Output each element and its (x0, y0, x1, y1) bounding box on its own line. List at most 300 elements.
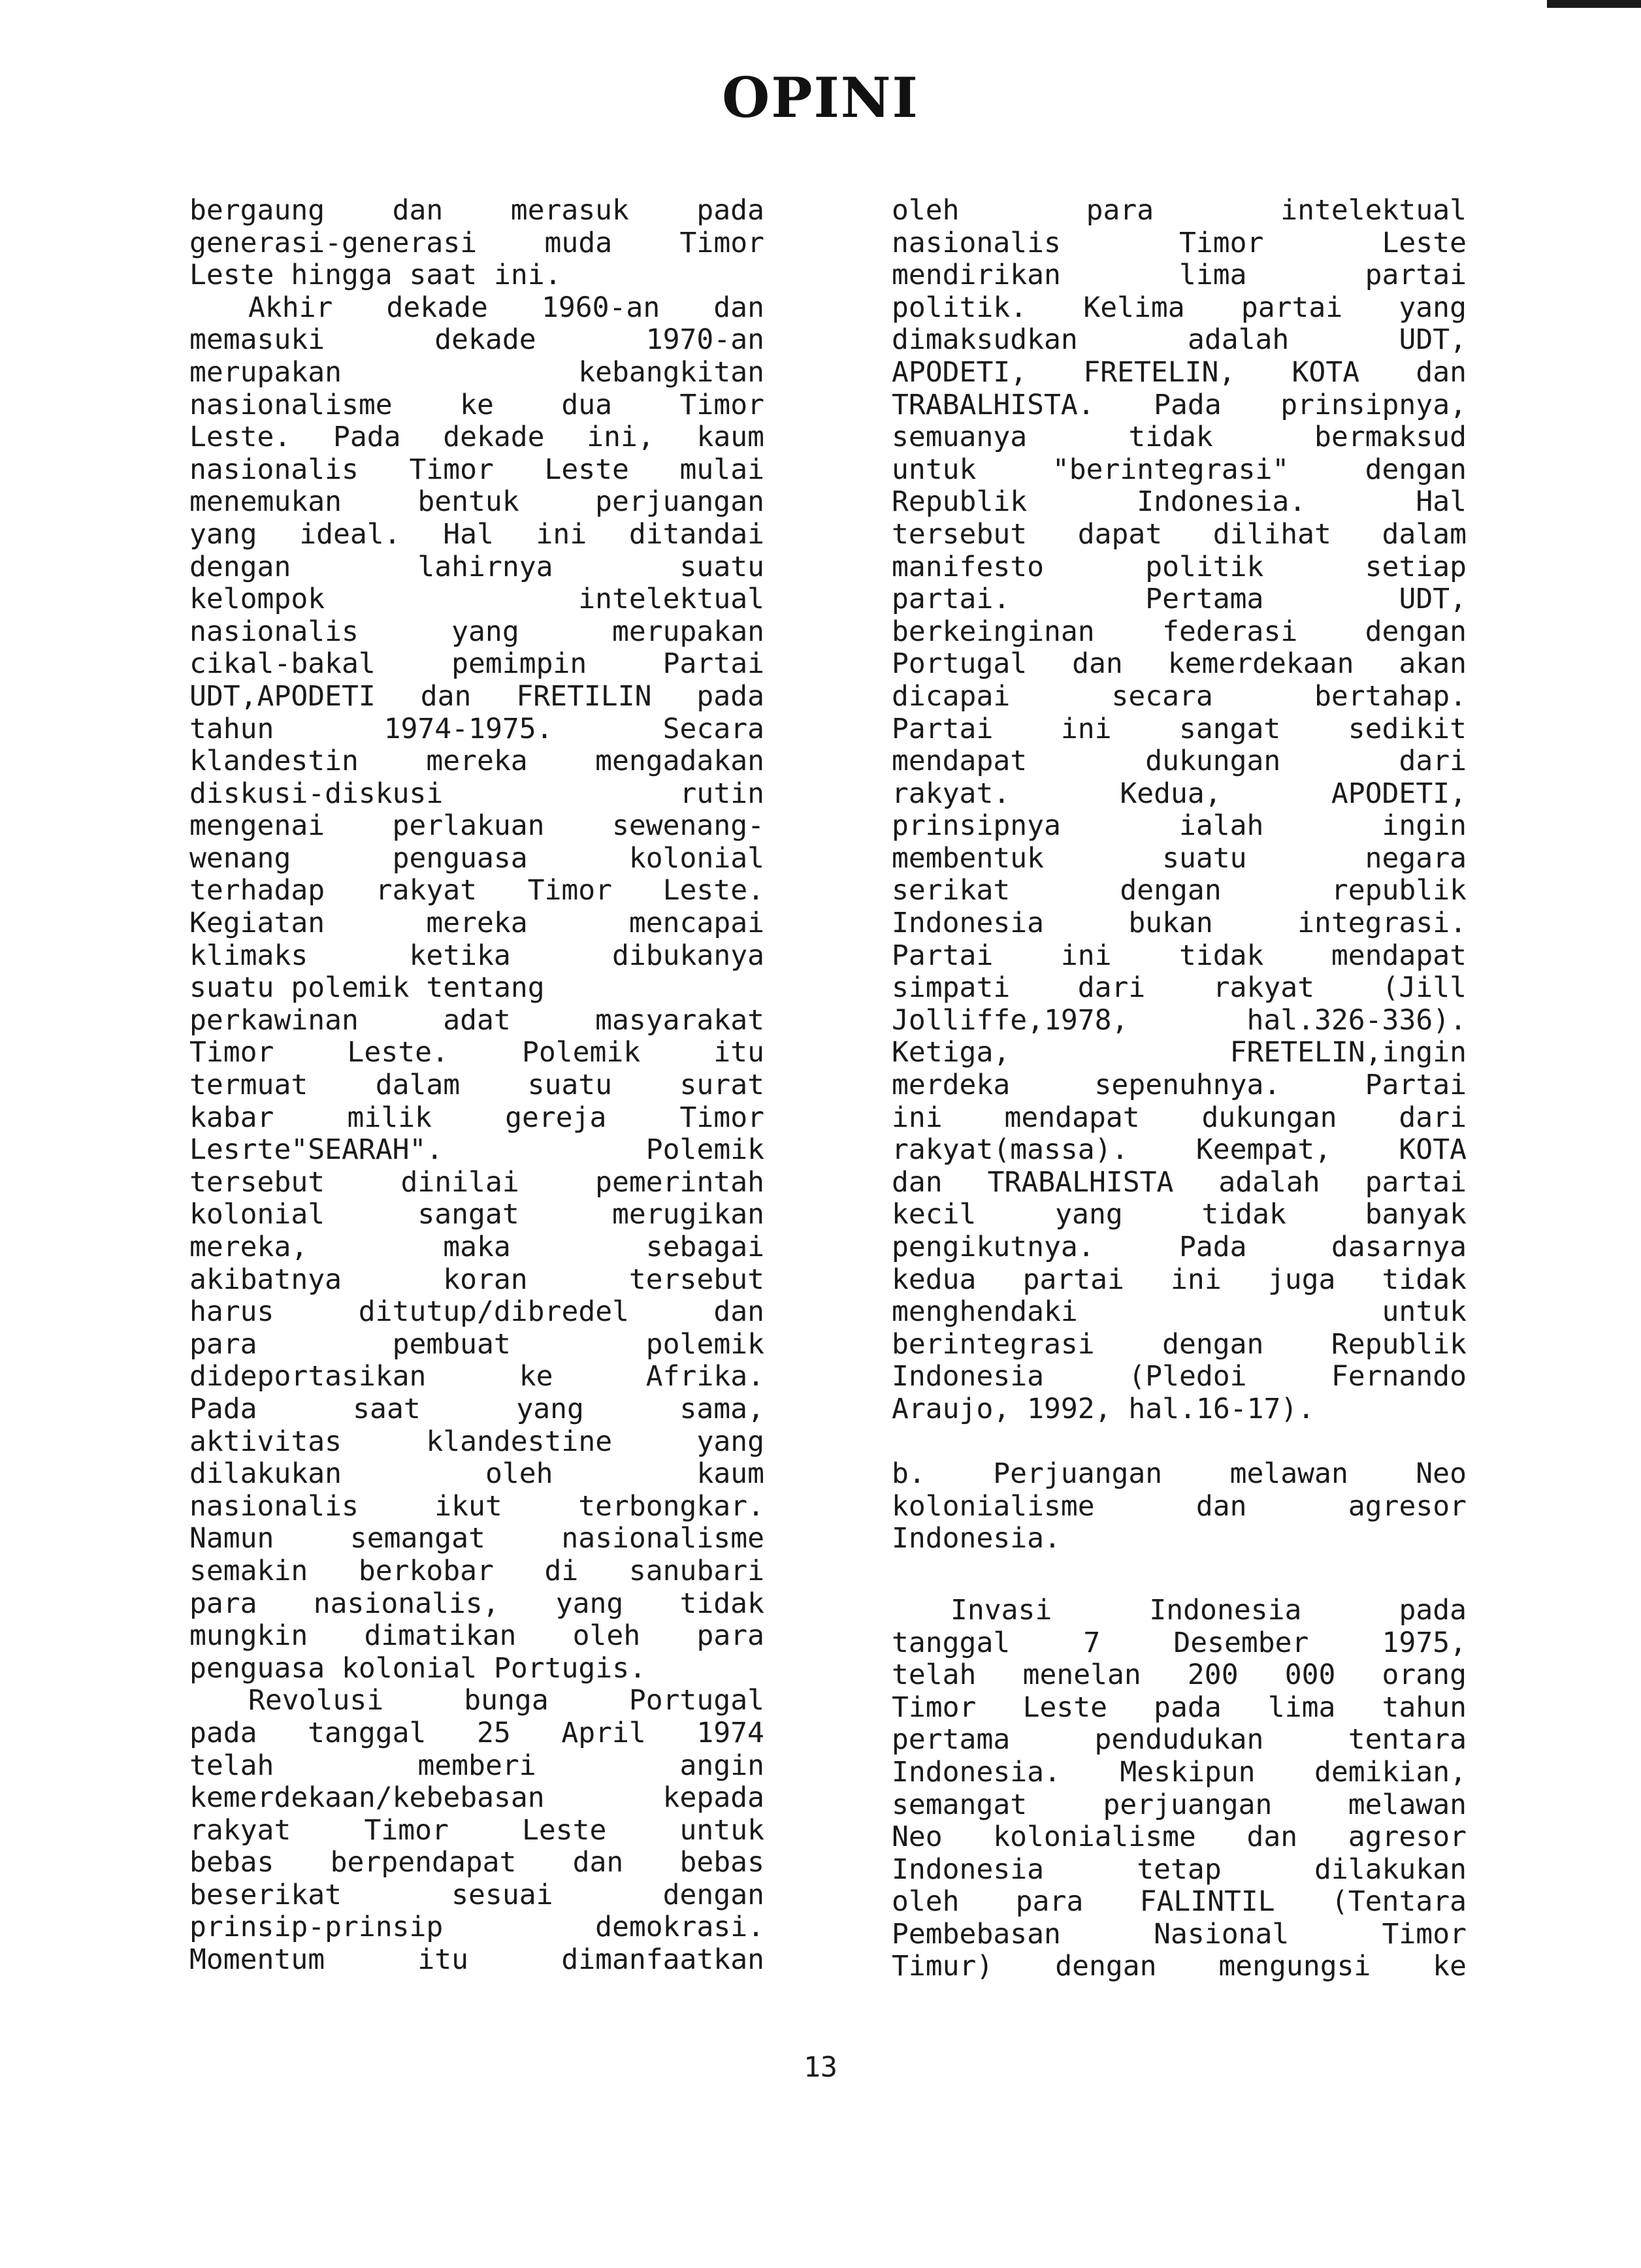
word: demokrasi. (595, 1911, 764, 1944)
word: Indonesia. (1137, 485, 1307, 519)
word: muda (544, 226, 613, 259)
word: 1960-an (541, 291, 660, 324)
word: sama, (679, 1392, 764, 1425)
text-line (892, 259, 1467, 292)
word: KOTA (1292, 355, 1360, 389)
word: 25 (476, 1716, 511, 1749)
text-line (189, 1555, 764, 1588)
word: menelan (1022, 1659, 1141, 1692)
text-line (892, 1296, 1467, 1329)
word: semuanya (892, 421, 1028, 454)
word: mereka (426, 745, 528, 778)
word: tidak (1382, 1263, 1467, 1296)
word: melawan (1348, 1788, 1467, 1821)
word: tidak (1201, 1198, 1286, 1231)
word: klandestin (189, 745, 359, 778)
word: Leste. (662, 874, 764, 907)
word: "berintegrasi" (1052, 453, 1290, 486)
word: Partai (892, 712, 994, 745)
word: semangat (349, 1522, 485, 1555)
word: Leste. (189, 421, 291, 454)
word: dilakukan (1314, 1853, 1467, 1886)
text-line (189, 1944, 764, 1977)
text-line (892, 1329, 1467, 1361)
word: ketika (409, 939, 511, 972)
word: pertama (892, 1723, 1011, 1757)
word: tidak (1178, 939, 1264, 972)
word: Kelima (1083, 291, 1185, 324)
text-line (189, 907, 764, 940)
word: cikal-bakal (189, 647, 376, 681)
word: dengan (662, 1878, 764, 1911)
text-line (189, 713, 764, 746)
word: koran (443, 1263, 528, 1296)
word: sesuai (451, 1878, 553, 1911)
text-line (189, 324, 764, 357)
word: tidak (1128, 421, 1213, 454)
word: nasionalis (189, 453, 359, 486)
word: angin (679, 1749, 764, 1782)
word: sangat (1178, 712, 1281, 745)
word: simpati (892, 971, 1011, 1005)
word: setiap (1365, 550, 1467, 583)
word: TRABALHISTA. (892, 388, 1095, 421)
word: 7 (1083, 1626, 1101, 1659)
word: dimanfaatkan (561, 1943, 764, 1977)
text-line (892, 778, 1467, 811)
word: mendapat (892, 745, 1028, 778)
word: dari (1077, 971, 1146, 1005)
word: ke (519, 1360, 553, 1393)
text-line (189, 810, 764, 843)
word: dalam (375, 1069, 461, 1102)
text-line (189, 454, 764, 487)
word: kemerdekaan/kebebasan (189, 1781, 545, 1815)
word: Timor (1382, 1917, 1467, 1951)
word: Kegiatan (189, 907, 325, 940)
page-title: OPINI (722, 65, 919, 130)
word: suatu (1162, 841, 1247, 875)
word: mereka (426, 907, 528, 940)
word: ini (536, 517, 587, 551)
word: yang (1055, 1198, 1123, 1231)
text-line (892, 195, 1467, 227)
word: b. (892, 1457, 926, 1491)
word: tersebut (628, 1263, 764, 1296)
word: Portugal (628, 1684, 764, 1717)
word: TRABALHISTA (987, 1165, 1174, 1199)
word: partai (1365, 259, 1467, 292)
word: ingin (1382, 809, 1467, 843)
text-line (189, 389, 764, 422)
text-line (189, 1458, 764, 1491)
word: dengan (1365, 453, 1467, 486)
word: klimaks (189, 939, 308, 972)
word: tahun (189, 712, 274, 745)
word: menemukan (189, 485, 342, 519)
word: Timor (892, 1691, 977, 1724)
word: nasionalis, (313, 1587, 500, 1620)
word: telah (892, 1659, 977, 1692)
text-line (892, 1919, 1467, 1951)
text-line (189, 1199, 764, 1231)
word: merdeka (892, 1069, 1011, 1102)
text-line (892, 713, 1467, 746)
word: para (1015, 1885, 1084, 1919)
word: pendudukan (1094, 1723, 1264, 1757)
word: Nasional (1154, 1917, 1290, 1951)
word: yang (516, 1392, 584, 1425)
word: tanggal (892, 1626, 1011, 1659)
text-line (892, 551, 1467, 584)
word: Hal (1416, 485, 1467, 519)
text-line (189, 1037, 764, 1069)
word: kaum (696, 1457, 764, 1491)
word: oleh (572, 1619, 641, 1653)
word: dasarnya (1331, 1231, 1467, 1263)
word: integrasi. (1297, 907, 1467, 940)
word: lima (1267, 1691, 1336, 1724)
word: itu (713, 1036, 764, 1069)
text-line (189, 421, 764, 454)
word: pengikutnya. (892, 1231, 1095, 1263)
text-line (892, 1757, 1467, 1789)
text-line (892, 486, 1467, 519)
word: ditutup/dibredel (358, 1295, 629, 1329)
word: pembuat (392, 1327, 511, 1361)
word: mendirikan (892, 259, 1061, 292)
word: nasionalis (189, 1489, 359, 1523)
word: bebas (679, 1846, 764, 1879)
word: partai. (892, 583, 1011, 616)
text-line (892, 616, 1467, 649)
text-line: Indonesia. (892, 1522, 1061, 1555)
word: dan (420, 679, 472, 713)
word: Neo (1416, 1457, 1467, 1491)
word: mencapai (628, 907, 764, 940)
word: negara (1365, 841, 1467, 875)
word: dapat (1077, 517, 1163, 551)
word: Neo (892, 1821, 943, 1854)
text-line (892, 421, 1467, 454)
text-line (892, 1821, 1467, 1854)
word: APODETI, (1331, 777, 1467, 810)
word: juga (1267, 1263, 1336, 1296)
word: akibatnya (189, 1263, 342, 1296)
word: perjuangan (595, 485, 764, 519)
text-line (892, 1069, 1467, 1102)
word: dan (1246, 1821, 1298, 1854)
word: merugikan (611, 1198, 764, 1231)
word: nasionalis (189, 615, 359, 648)
word: Indonesia (892, 1360, 1044, 1393)
word: pada (1399, 1593, 1467, 1627)
word: Republik (1331, 1327, 1467, 1361)
word: rakyat. (892, 777, 1011, 810)
text-line (892, 648, 1467, 681)
word: dengan (1162, 1327, 1264, 1361)
word: prinsip-prinsip (189, 1911, 444, 1944)
text-line: penguasa kolonial Portugis. (189, 1651, 646, 1685)
text-line (892, 389, 1467, 422)
word: Indonesia (1149, 1593, 1302, 1627)
word: perkawinan (189, 1003, 359, 1037)
word: yang (451, 615, 519, 648)
word: milik (347, 1101, 432, 1134)
word: Leste (1382, 226, 1467, 259)
word: masyarakat (595, 1003, 764, 1037)
word: FRETILIN (516, 679, 652, 713)
word: Partai (1365, 1069, 1467, 1102)
word: oleh (892, 1885, 960, 1919)
word: lima (1178, 259, 1247, 292)
word: kolonialisme (993, 1821, 1196, 1854)
word: pada (696, 194, 764, 227)
text-line (189, 1167, 764, 1199)
text-line (189, 1329, 764, 1361)
text-line (892, 843, 1467, 875)
word: ke (1433, 1950, 1467, 1983)
text-line (189, 357, 764, 389)
word: UDT, (1399, 583, 1467, 616)
text-line (892, 1951, 1467, 1983)
word: kemerdekaan (1167, 647, 1354, 681)
text-line (892, 1005, 1467, 1037)
text-line (189, 1102, 764, 1135)
word: untuk (892, 453, 977, 486)
word: KOTA (1399, 1133, 1467, 1167)
text-line (892, 1789, 1467, 1822)
text-line (892, 1854, 1467, 1887)
text-line (892, 940, 1467, 973)
word: Desember (1173, 1626, 1309, 1659)
word: dan (1416, 355, 1467, 389)
word: Timor (679, 388, 764, 421)
word: membentuk (892, 841, 1044, 875)
word: Pada (1154, 388, 1222, 421)
word: Kedua, (1120, 777, 1222, 810)
word: surat (679, 1069, 764, 1102)
word: Meskipun (1120, 1755, 1256, 1789)
word: dan (1195, 1489, 1247, 1523)
word: Leste. (347, 1036, 449, 1069)
word: republik (1331, 874, 1467, 907)
word: bertahap. (1314, 679, 1467, 713)
word: yang (1399, 291, 1467, 324)
text-line (189, 940, 764, 973)
word: Pada (333, 421, 401, 454)
text-line (892, 1037, 1467, 1069)
text-line (189, 1005, 764, 1037)
word: Portugal (892, 647, 1028, 681)
text-line (892, 1458, 1467, 1491)
word: harus (189, 1295, 274, 1329)
word: mereka, (189, 1231, 308, 1263)
word: dari (1399, 1101, 1467, 1134)
word: akan (1399, 647, 1467, 681)
word: agresor (1348, 1821, 1467, 1854)
word: perjuangan (1103, 1788, 1273, 1821)
text-line (892, 745, 1467, 778)
word: April (561, 1716, 646, 1749)
word: para (189, 1327, 257, 1361)
word: manifesto (892, 550, 1044, 583)
text-line (892, 1659, 1467, 1692)
word: aktivitas (189, 1425, 342, 1458)
word: partai (1241, 291, 1343, 324)
text-line (892, 1231, 1467, 1264)
word: kecil (892, 1198, 977, 1231)
text-line (892, 324, 1467, 357)
word: semangat (892, 1788, 1028, 1821)
word: dengan (1055, 1950, 1157, 1983)
word: Secara (662, 712, 764, 745)
word: dan (713, 1295, 764, 1329)
text-line (892, 583, 1467, 616)
text-line (892, 972, 1467, 1005)
word: politik (1145, 550, 1264, 583)
text-line (189, 1393, 764, 1426)
word: Akhir (248, 291, 333, 324)
word: Invasi (950, 1593, 1052, 1627)
word: Leste (1022, 1691, 1108, 1724)
text-line (189, 195, 764, 227)
word: ialah (1178, 809, 1264, 843)
word: UDT, (1399, 323, 1467, 357)
word: Polemik (521, 1036, 641, 1069)
word: mendapat (1004, 1101, 1140, 1134)
text-line (189, 1847, 764, 1879)
word: telah (189, 1749, 274, 1782)
word: kolonial (189, 1198, 325, 1231)
word: Timor (679, 1101, 764, 1134)
word: tentara (1348, 1723, 1467, 1757)
word: kolonialisme (892, 1489, 1095, 1523)
corner-scan-mark (1547, 0, 1641, 8)
word: adalah (1218, 1165, 1320, 1199)
word: dukungan (1145, 745, 1281, 778)
word: sangat (417, 1198, 519, 1231)
word: partai (1365, 1165, 1467, 1199)
word: pemimpin (451, 647, 587, 681)
word: berpendapat (330, 1846, 517, 1879)
text-line (189, 1717, 764, 1750)
word: tetap (1137, 1853, 1222, 1886)
word: gereja (505, 1101, 607, 1134)
word: di (544, 1554, 579, 1587)
word: banyak (1365, 1198, 1467, 1231)
word: para (1086, 194, 1154, 227)
word: berintegrasi (892, 1327, 1095, 1361)
text-line (892, 1134, 1467, 1167)
text-line (189, 616, 764, 649)
word: dan (892, 1165, 943, 1199)
left-text-column (189, 195, 764, 1977)
word: FALINTIL (1139, 1885, 1275, 1919)
text-line (892, 1595, 1467, 1627)
word: dan (713, 291, 764, 324)
word: dicapai (892, 679, 1011, 713)
text-line (189, 583, 764, 616)
text-line (189, 648, 764, 681)
word: dibukanya (612, 939, 764, 972)
word: dan (1072, 647, 1123, 681)
word: FRETELIN, (1083, 355, 1236, 389)
word: 1974 (696, 1716, 764, 1749)
word: ini (892, 1101, 943, 1134)
word: adat (443, 1003, 511, 1037)
text-line (892, 519, 1467, 551)
text-line (189, 875, 764, 907)
text-line (189, 681, 764, 713)
text-line (892, 357, 1467, 389)
word: sanubari (628, 1554, 764, 1587)
word: 000 (1284, 1659, 1336, 1692)
word: maka (443, 1231, 511, 1263)
text-line (892, 454, 1467, 487)
word: Timor (409, 453, 494, 486)
text-line (892, 1886, 1467, 1919)
text-line (892, 1491, 1467, 1523)
word: nasionalisme (189, 388, 393, 421)
word: oleh (892, 194, 960, 227)
word: (Jill (1382, 971, 1467, 1005)
word: hal.326-336). (1246, 1003, 1467, 1037)
word: rakyat(massa). (892, 1133, 1129, 1167)
word: rakyat (375, 874, 478, 907)
text-line (189, 519, 764, 551)
text-line (189, 1361, 764, 1393)
text-line (189, 1815, 764, 1847)
text-line (189, 1588, 764, 1621)
word: Fernando (1331, 1360, 1467, 1393)
word: Leste (521, 1813, 607, 1847)
text-line (189, 1296, 764, 1329)
word: yang (696, 1425, 764, 1458)
word: sepenuhnya. (1094, 1069, 1281, 1102)
word: polemik (645, 1327, 764, 1361)
word: pada (189, 1716, 257, 1749)
word: berkobar (358, 1554, 494, 1587)
word: penguasa (392, 841, 528, 875)
text-line: Araujo, 1992, hal.16-17). (892, 1392, 1315, 1425)
word: dan (572, 1846, 624, 1879)
word: dua (561, 388, 613, 421)
word: ikut (434, 1489, 502, 1523)
word: saat (353, 1392, 421, 1425)
word: generasi-generasi (189, 226, 478, 259)
word: kaum (696, 421, 764, 454)
text-line: Leste hingga saat ini. (189, 259, 562, 292)
word: Timor (679, 226, 764, 259)
word: Revolusi (248, 1684, 384, 1717)
word: kedua (892, 1263, 977, 1296)
word: intelektual (578, 583, 764, 616)
word: tidak (679, 1587, 764, 1620)
word: APODETI, (892, 355, 1028, 389)
word: Pembebasan (892, 1917, 1061, 1951)
word: (Tentara (1331, 1885, 1467, 1919)
word: oleh (485, 1457, 553, 1491)
word: ini (1171, 1263, 1222, 1296)
word: Timor (1178, 226, 1264, 259)
word: dideportasikan (189, 1360, 427, 1393)
word: bunga (464, 1684, 549, 1717)
text-line (189, 1264, 764, 1297)
word: Hal (443, 517, 494, 551)
word: Perjuangan (993, 1457, 1163, 1491)
word: 1975, (1382, 1626, 1467, 1659)
